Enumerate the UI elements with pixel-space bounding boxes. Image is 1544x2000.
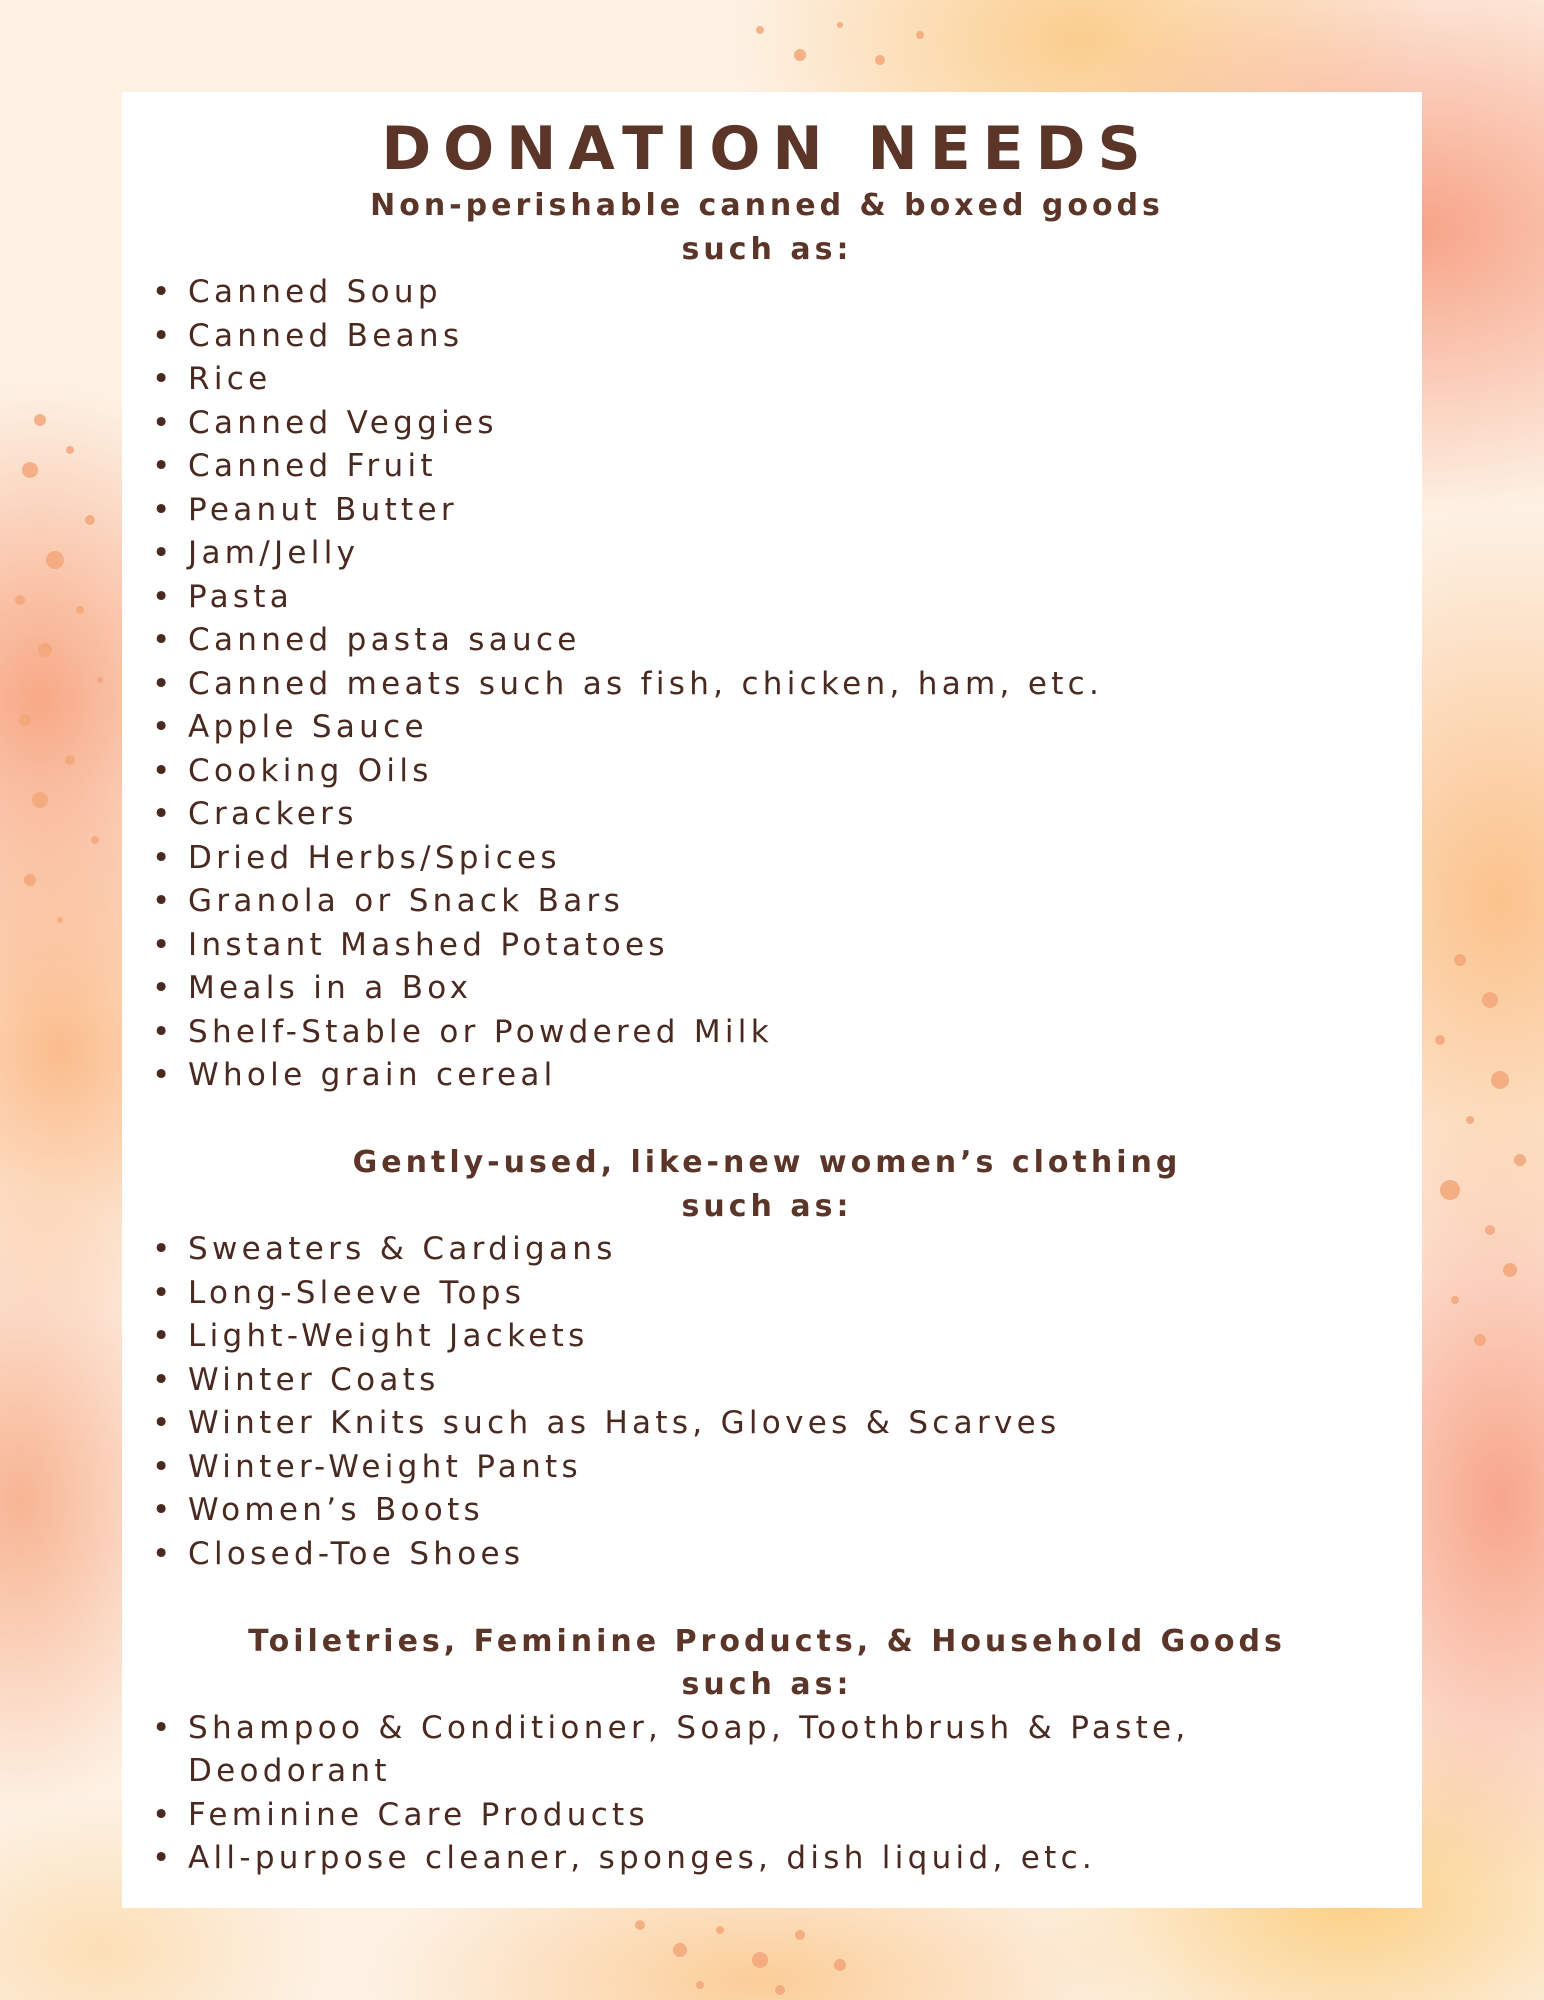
- list-item: • Cooking Oils: [152, 750, 1382, 794]
- list-item: • Shelf-Stable or Powdered Milk: [152, 1011, 1382, 1055]
- list-item: • Jam/Jelly: [152, 532, 1382, 576]
- list-item: • Winter Knits such as Hats, Gloves & Scarves: [152, 1402, 1382, 1446]
- list-item: • Dried Herbs/Spices: [152, 837, 1382, 881]
- list-item: • Crackers: [152, 793, 1382, 837]
- list-item: • Peanut Butter: [152, 489, 1382, 533]
- list-item: • Pasta: [152, 576, 1382, 620]
- section-heading-subtitle: such as:: [681, 1188, 853, 1224]
- list-item: • Instant Mashed Potatoes: [152, 924, 1382, 968]
- section-heading: [152, 1141, 1382, 1228]
- section-heading: [152, 1620, 1382, 1707]
- list-item: • Shampoo & Conditioner, Soap, Toothbrush & Paste, Deodorant: [152, 1707, 1382, 1794]
- list-item: • Canned Soup: [152, 271, 1382, 315]
- donation-card: [122, 92, 1422, 1908]
- list-item: • Meals in a Box: [152, 967, 1382, 1011]
- section-heading-title: Toiletries, Feminine Products, & Household Goods: [248, 1623, 1286, 1659]
- list-item: • Canned Veggies: [152, 402, 1382, 446]
- section-food: [152, 184, 1382, 1098]
- section-clothing: [152, 1141, 1382, 1576]
- section-heading-subtitle: such as:: [681, 231, 853, 267]
- section-spacer: [152, 1098, 1382, 1142]
- list-item: • Granola or Snack Bars: [152, 880, 1382, 924]
- list-item: • Winter Coats: [152, 1359, 1382, 1403]
- list-item: • Light-Weight Jackets: [152, 1315, 1382, 1359]
- toiletries-list: [152, 1707, 1382, 1881]
- clothing-list: [152, 1228, 1382, 1576]
- section-heading-subtitle: such as:: [681, 1667, 853, 1702]
- list-item: • Long-Sleeve Tops: [152, 1272, 1382, 1316]
- page-title: DONATION NEEDS: [381, 114, 1153, 184]
- list-item: • Canned Beans: [152, 315, 1382, 359]
- list-item: • Sweaters & Cardigans: [152, 1228, 1382, 1272]
- list-item: • Apple Sauce: [152, 706, 1382, 750]
- section-heading-title: Gently-used, like-new women’s clothing: [352, 1145, 1182, 1180]
- list-item: • Winter-Weight Pants: [152, 1446, 1382, 1490]
- section-heading-title: Non-perishable canned & boxed goods: [370, 188, 1164, 223]
- list-item: • Whole grain cereal: [152, 1054, 1382, 1098]
- list-item: • All-purpose cleaner, sponges, dish liquid, etc.: [152, 1837, 1382, 1881]
- list-item: • Closed-Toe Shoes: [152, 1533, 1382, 1577]
- list-item: • Rice: [152, 358, 1382, 402]
- list-item: • Canned pasta sauce: [152, 619, 1382, 663]
- section-spacer: [152, 1576, 1382, 1620]
- section-toiletries: [152, 1620, 1382, 1881]
- list-item: • Women’s Boots: [152, 1489, 1382, 1533]
- list-item: • Canned Fruit: [152, 445, 1382, 489]
- section-heading: [152, 184, 1382, 271]
- food-list: [152, 271, 1382, 1098]
- list-item: • Feminine Care Products: [152, 1794, 1382, 1838]
- list-item: • Canned meats such as fish, chicken, ham, etc.: [152, 663, 1382, 707]
